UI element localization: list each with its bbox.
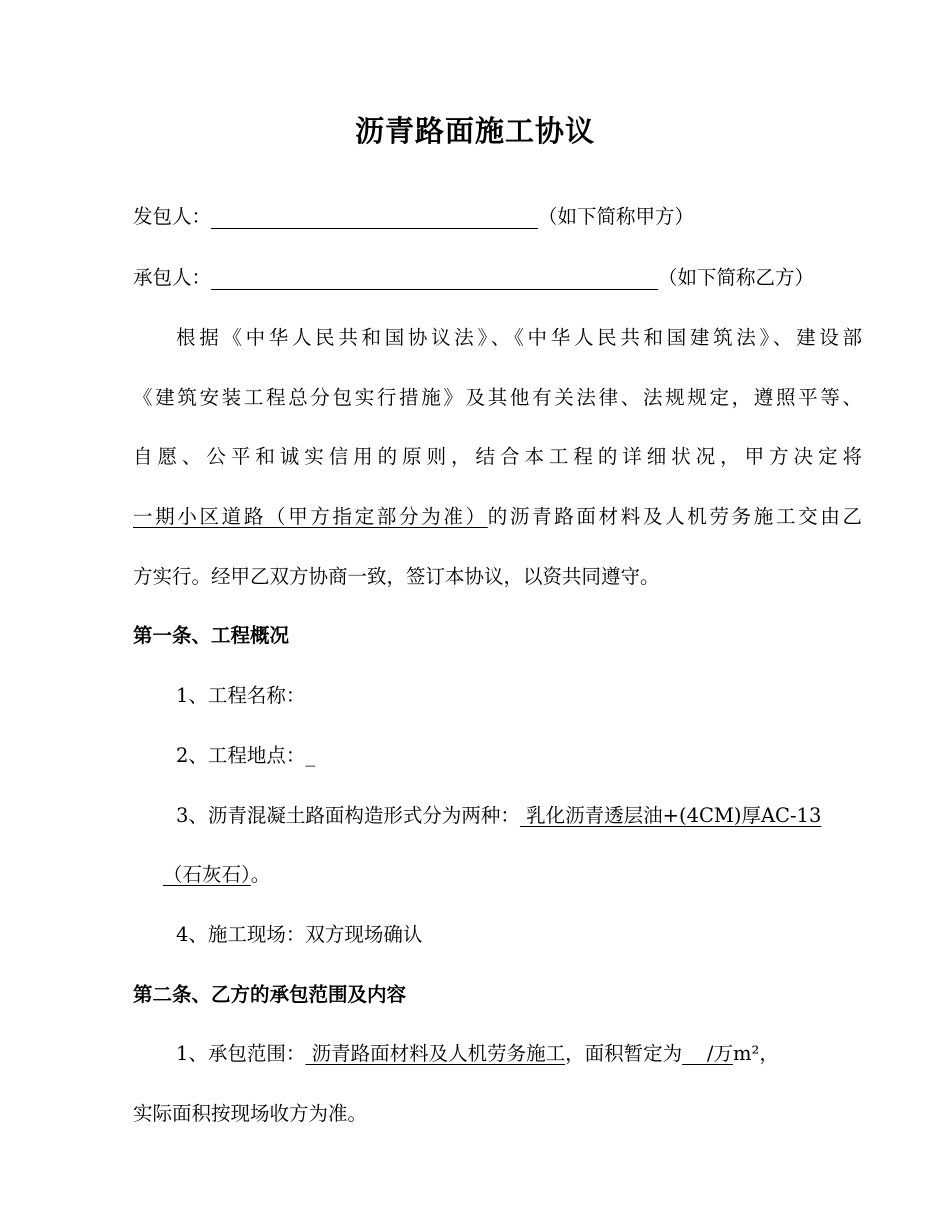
article-2-heading: 第二条、乙方的承包范围及内容 — [133, 983, 407, 1006]
pavement-structure-underlined: 乳化沥青透层油+(4CM)厚AC-13 — [519, 804, 822, 827]
employer-label: 发包人： — [133, 205, 212, 228]
preamble-line-4 — [133, 503, 862, 531]
page-title: 沥青路面施工协议 — [354, 114, 595, 148]
article-1-item-2: 2、工程地点：_ — [176, 744, 316, 767]
article-2-item-1-continued: 实际面积按现场收方为准。 — [133, 1102, 368, 1125]
employer-blank — [211, 204, 538, 229]
preamble-line-1: 根据《中华人民共和国协议法》、《中华人民共和国建筑法》、建设部 — [176, 326, 862, 349]
article-1-item-3-end: 。 — [250, 863, 271, 886]
article-2-item-1-prefix: 1、承包范围： — [176, 1042, 306, 1065]
area-unit: m²， — [733, 1042, 779, 1065]
contract-scope-underlined: 沥青路面材料及人机劳务施工 — [305, 1042, 566, 1065]
area-value-underlined: /万 — [682, 1042, 734, 1065]
contractor-suffix: （如下简称乙方） — [658, 266, 815, 289]
article-1-item-3-continued — [163, 861, 270, 889]
employer-line — [133, 203, 694, 231]
article-1-item-3 — [176, 802, 821, 830]
preamble-line-5: 方实行。经甲乙双方协商一致，签订本协议，以资共同遵守。 — [133, 565, 660, 588]
preamble-line-3: 自愿、公平和诚实信用的原则，结合本工程的详细状况，甲方决定将 — [133, 445, 862, 468]
employer-suffix: （如下简称甲方） — [538, 205, 695, 228]
preamble-line-2: 《建筑安装工程总分包实行措施》及其他有关法律、法规规定，遵照平等、 — [133, 386, 862, 409]
article-1-item-1: 1、工程名称： — [176, 684, 306, 707]
contractor-label: 承包人： — [133, 266, 212, 289]
article-1-item-3-prefix: 3、沥青混凝土路面构造形式分为两种： — [176, 804, 520, 827]
article-1-item-4: 4、施工现场：双方现场确认 — [176, 923, 423, 946]
project-scope-underlined: 一期小区道路（甲方指定部分为准） — [133, 505, 488, 528]
article-2-item-1 — [176, 1040, 779, 1068]
contractor-line — [133, 264, 814, 292]
preamble-line-4-rest: 的沥青路面材料及人机劳务施工交由乙 — [487, 505, 862, 528]
contractor-blank — [211, 265, 658, 290]
article-2-item-1-mid: ，面积暂定为 — [565, 1042, 683, 1065]
limestone-underlined: （石灰石） — [163, 863, 251, 886]
article-1-heading: 第一条、工程概况 — [133, 624, 290, 647]
